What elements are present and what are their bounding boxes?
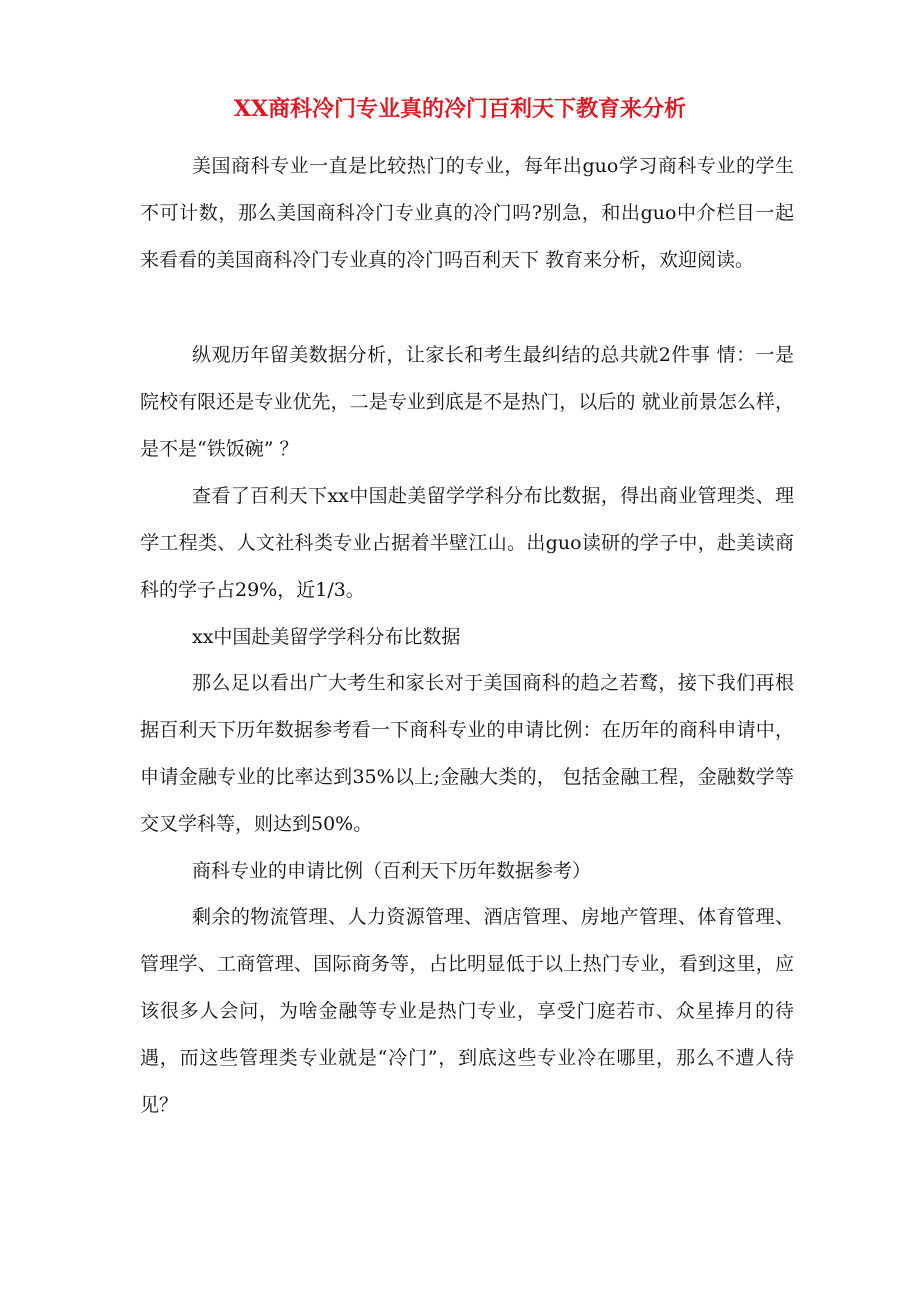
paragraph-intro: 美国商科专业一直是比较热门的专业，每年出guo学习商科专业的学生不可计数，那么美国商科冷门专业真的冷门吗?别急，和出guo中介栏目一起来看看的美国商科冷门专业真的冷门吗百利天下 教育来分析，欢迎阅读。 bbox=[140, 155, 794, 271]
paragraph-cold-majors: 剩余的物流管理、人力资源管理、酒店管理、房地产管理、体育管理、管理学、工商管理、国际商务等，占比明显低于以上热门专业，看到这里，应该很多人会问，为啥金融等专业是热门专业，享受门庭若市、众星捧月的待遇，而这些管理类专业就是“冷门”，到底这些专业冷在哪里，那么不遭人待见？ bbox=[140, 906, 794, 1116]
paragraph-application-ratio: 那么足以看出广大考生和家长对于美国商科的趋之若鹜，接下我们再根据百利天下历年数据参考看一下商科专业的申请比例：在历年的商科申请中，申请金融专业的比率达到35%以上;金融大类的， 包括金融工程，金融数学等交叉学科等，则达到50%。 bbox=[140, 672, 794, 835]
figure-caption-application-ratio: 商科专业的申请比例（百利天下历年数据参考） bbox=[192, 860, 592, 882]
figure-caption-subject-distribution: xx中国赴美留学学科分布比数据 bbox=[192, 626, 461, 648]
paragraph-subject-distribution: 查看了百利天下xx中国赴美留学学科分布比数据，得出商业管理类、理学工程类、人文社科类专业占据着半壁江山。出guo读研的学子中，赴美读商科的学子占29%，近1/3。 bbox=[140, 485, 794, 601]
paragraph-concerns: 纵观历年留美数据分析，让家长和考生最纠结的总共就2件事 情：一是院校有限还是专业优先，二是专业到底是不是热门，以后的 就业前景怎么样，是不是“铁饭碗” ？ bbox=[140, 344, 794, 460]
document-title: XX商科冷门专业真的冷门百利天下教育来分析 bbox=[233, 96, 687, 122]
